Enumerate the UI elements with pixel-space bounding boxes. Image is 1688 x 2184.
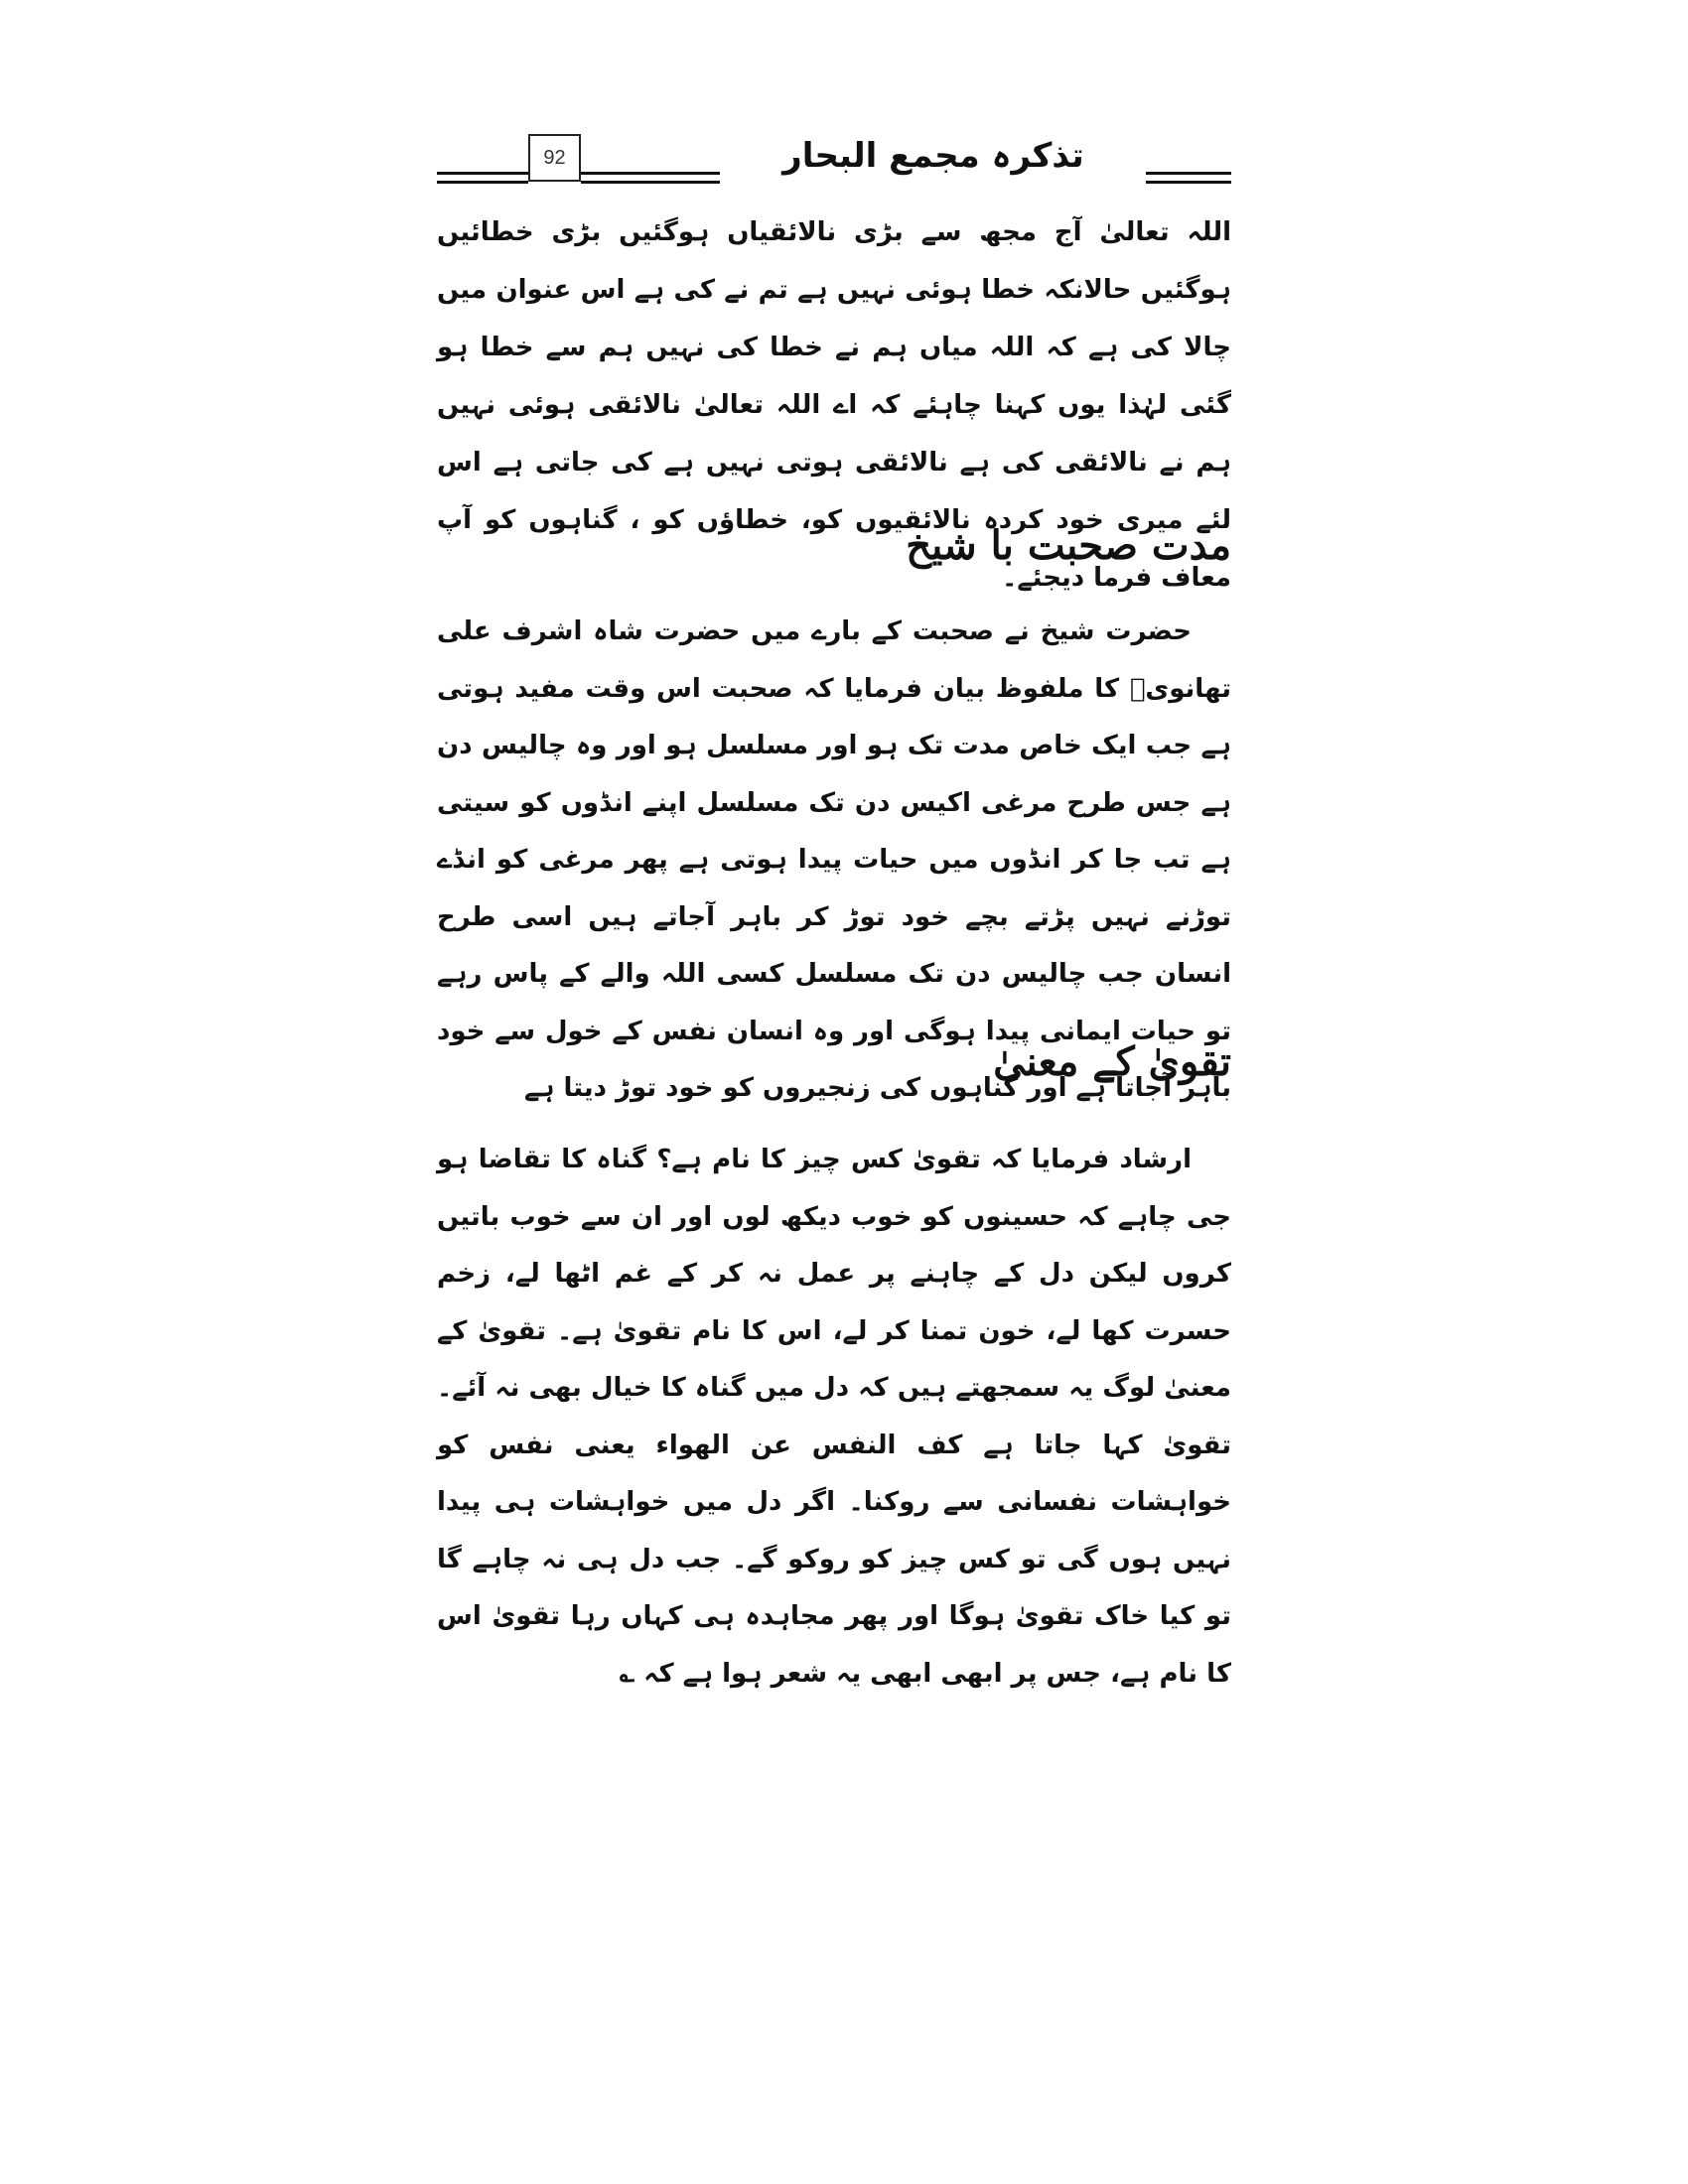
header-rule-middle	[581, 172, 720, 175]
section-heading-1: مدت صحبت با شیخ	[906, 522, 1231, 569]
section-heading-2: تقویٰ کے معنیٰ	[993, 1038, 1231, 1085]
paragraph-2: حضرت شیخ نے صحبت کے بارے میں حضرت شاہ اشرف علی تھانویؒ کا ملفوظ بیان فرمایا کہ صحبت اس وقت مفید ہوتی ہے جب ایک خاص مدت تک ہو اور مسلسل ہو اور وہ چالیس دن ہے جس طرح مرغی اکیس دن تک مسلسل اپنے انڈوں کو سیتی ہے تب جا کر انڈوں میں حیات پیدا ہوتی ہے پھر مرغی کو انڈے توڑنے نہیں پڑتے بچے خود توڑ کر باہر آجاتے ہیں اسی طرح انسان جب چالیس دن تک مسلسل کسی اللہ والے کے پاس رہے تو حیات ایمانی پیدا ہوگی اور وہ انسان نفس کے خول سے خود باہر آجاتا ہے اور گناہوں کی زنجیروں کو خود توڑ دیتا ہے	[437, 616, 1231, 1103]
book-title: تذکرہ مجمع البحار	[782, 136, 1084, 176]
page-header	[437, 134, 1231, 186]
paragraph-3: ارشاد فرمایا کہ تقویٰ کس چیز کا نام ہے؟ گناہ کا تقاضا ہو جی چاہے کہ حسینوں کو خوب دیکھ لوں اور ان سے خوب باتیں کروں لیکن دل کے چاہنے پر عمل نہ کر کے غم اٹھا لے، زخم حسرت کھا لے، خون تمنا کر لے، اس کا نام تقویٰ ہے۔ تقویٰ کے معنیٰ لوگ یہ سمجھتے ہیں کہ دل میں گناہ کا خیال بھی نہ آئے۔ تقویٰ کہا جاتا ہے کف النفس عن الھواء یعنی نفس کو خواہشات نفسانی سے روکنا۔ اگر دل میں خواہشات ہی پیدا نہیں ہوں گی تو کس چیز کو روکو گے۔ جب دل ہی نہ چاہے گا تو کیا خاک تقویٰ ہوگا اور پھر مجاہدہ ہی کہاں رہا تقویٰ اس کا نام ہے، جس پر ابھی ابھی یہ شعر ہوا ہے کہ ؎	[437, 1145, 1231, 1689]
paragraph-1: اللہ تعالیٰ آج مجھ سے بڑی نالائقیاں ہوگئیں بڑی خطائیں ہوگئیں حالانکہ خطا ہوئی نہیں ہے تم نے کی ہے اس عنوان میں چالا کی ہے کہ اللہ میاں ہم نے خطا کی نہیں ہم سے خطا ہو گئی لہٰذا یوں کہنا چاہئے کہ اے اللہ تعالیٰ نالائقی ہوئی نہیں ہم نے نالائقی کی ہے نالائقی ہوتی نہیں ہے کی جاتی ہے اس لئے میری خود کردہ نالائقیوں کو، خطاؤں کو ، گناہوں کو آپ معاف فرما دیجئے۔	[437, 217, 1231, 593]
page-number: 92	[543, 146, 566, 169]
header-rule-right	[1146, 172, 1231, 175]
header-rule-left	[437, 172, 528, 175]
page-number-box	[528, 134, 581, 182]
